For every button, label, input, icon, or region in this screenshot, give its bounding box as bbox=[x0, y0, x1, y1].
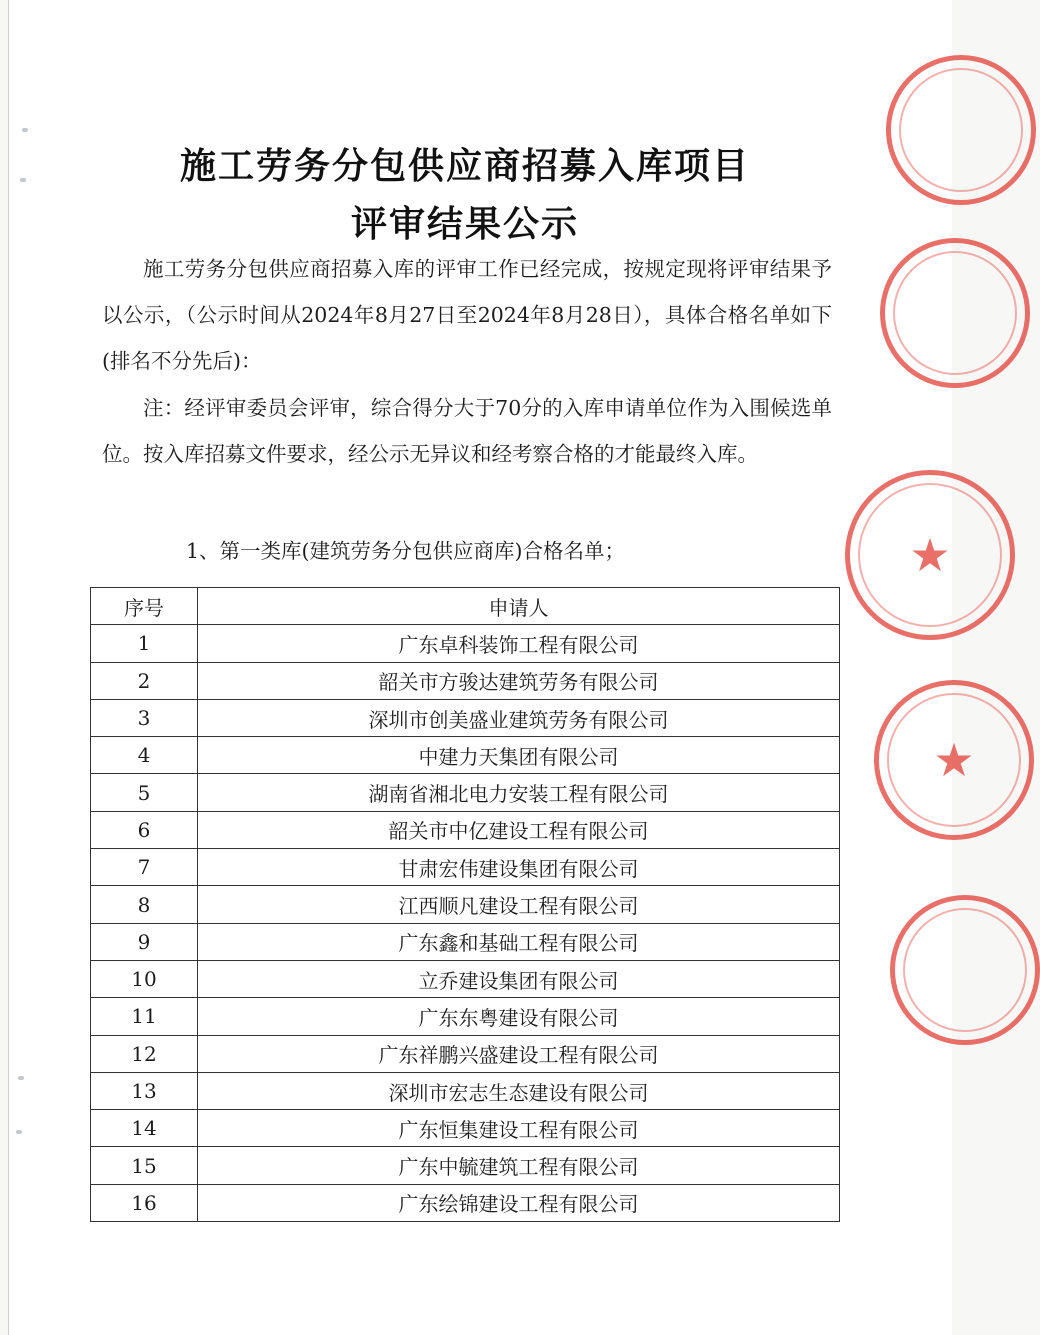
seal-5 bbox=[890, 895, 1040, 1045]
row-serial: 6 bbox=[91, 811, 198, 848]
row-applicant: 江西顺凡建设工程有限公司 bbox=[198, 886, 840, 923]
row-serial: 14 bbox=[91, 1110, 198, 1147]
row-applicant: 广东祥鹏兴盛建设工程有限公司 bbox=[198, 1035, 840, 1072]
row-serial: 8 bbox=[91, 886, 198, 923]
row-applicant: 广东东粤建设有限公司 bbox=[198, 998, 840, 1035]
row-applicant: 韶关市方骏达建筑劳务有限公司 bbox=[198, 662, 840, 699]
seal-1 bbox=[886, 55, 1036, 205]
qualified-list-table bbox=[90, 587, 840, 1222]
row-applicant: 甘肃宏伟建设集团有限公司 bbox=[198, 849, 840, 886]
seal-star-icon: ★ bbox=[933, 733, 975, 787]
document-title-line1: 施工劳务分包供应商招募入库项目 bbox=[179, 146, 750, 187]
scan-speck bbox=[18, 1076, 24, 1080]
row-applicant: 广东绘锦建设工程有限公司 bbox=[198, 1184, 840, 1221]
table-row bbox=[91, 662, 840, 699]
table-row bbox=[91, 1072, 840, 1109]
row-serial: 13 bbox=[91, 1072, 198, 1109]
table-row bbox=[91, 960, 840, 997]
table-row bbox=[91, 1147, 840, 1184]
seal-star-icon: ★ bbox=[909, 528, 951, 582]
table-row bbox=[91, 998, 840, 1035]
table-row bbox=[91, 1184, 840, 1221]
row-serial: 7 bbox=[91, 849, 198, 886]
intro-paragraph: 施工劳务分包供应商招募入库的评审工作已经完成，按规定现将评审结果予以公示，（公示时间从2024年8月27日至2024年8月28日），具体合格名单如下(排名不分先后)： bbox=[102, 257, 832, 373]
row-applicant: 立乔建设集团有限公司 bbox=[198, 960, 840, 997]
seal-3 bbox=[845, 470, 1015, 640]
row-serial: 12 bbox=[91, 1035, 198, 1072]
scan-speck bbox=[20, 178, 26, 182]
table-row bbox=[91, 1110, 840, 1147]
row-applicant: 广东中毓建筑工程有限公司 bbox=[198, 1147, 840, 1184]
row-applicant: 广东鑫和基础工程有限公司 bbox=[198, 923, 840, 960]
row-applicant: 中建力天集团有限公司 bbox=[198, 737, 840, 774]
row-applicant: 广东卓科装饰工程有限公司 bbox=[198, 625, 840, 662]
table-row bbox=[91, 811, 840, 848]
row-serial: 9 bbox=[91, 923, 198, 960]
header-serial: 序号 bbox=[91, 588, 198, 625]
scan-speck bbox=[22, 128, 28, 132]
note-paragraph: 注：经评审委员会评审，综合得分大于70分的入库申请单位作为入围候选单位。按入库招募文件要求，经公示无异议和经考察合格的才能最终入库。 bbox=[102, 396, 832, 466]
row-applicant: 深圳市创美盛业建筑劳务有限公司 bbox=[198, 699, 840, 736]
document-title-line2: 评审结果公示 bbox=[350, 204, 579, 245]
section-heading: 1、第一类库(建筑劳务分包供应商库)合格名单； bbox=[186, 539, 626, 563]
table-row bbox=[91, 1035, 840, 1072]
row-applicant: 广东恒集建设工程有限公司 bbox=[198, 1110, 840, 1147]
row-serial: 2 bbox=[91, 662, 198, 699]
seal-2 bbox=[880, 238, 1030, 388]
row-serial: 1 bbox=[91, 625, 198, 662]
row-applicant: 韶关市中亿建设工程有限公司 bbox=[198, 811, 840, 848]
row-serial: 11 bbox=[91, 998, 198, 1035]
row-serial: 4 bbox=[91, 737, 198, 774]
row-serial: 15 bbox=[91, 1147, 198, 1184]
row-serial: 10 bbox=[91, 960, 198, 997]
table-row bbox=[91, 625, 840, 662]
seal-4 bbox=[874, 680, 1034, 840]
table-row bbox=[91, 923, 840, 960]
table-row bbox=[91, 849, 840, 886]
scan-speck bbox=[16, 1130, 22, 1134]
row-serial: 5 bbox=[91, 774, 198, 811]
table-row bbox=[91, 886, 840, 923]
table-row bbox=[91, 737, 840, 774]
table-row bbox=[91, 774, 840, 811]
row-applicant: 湖南省湘北电力安装工程有限公司 bbox=[198, 774, 840, 811]
header-applicant: 申请人 bbox=[198, 588, 840, 625]
table-row bbox=[91, 699, 840, 736]
row-applicant: 深圳市宏志生态建设有限公司 bbox=[198, 1072, 840, 1109]
row-serial: 16 bbox=[91, 1184, 198, 1221]
table-header-row bbox=[91, 588, 840, 625]
row-serial: 3 bbox=[91, 699, 198, 736]
